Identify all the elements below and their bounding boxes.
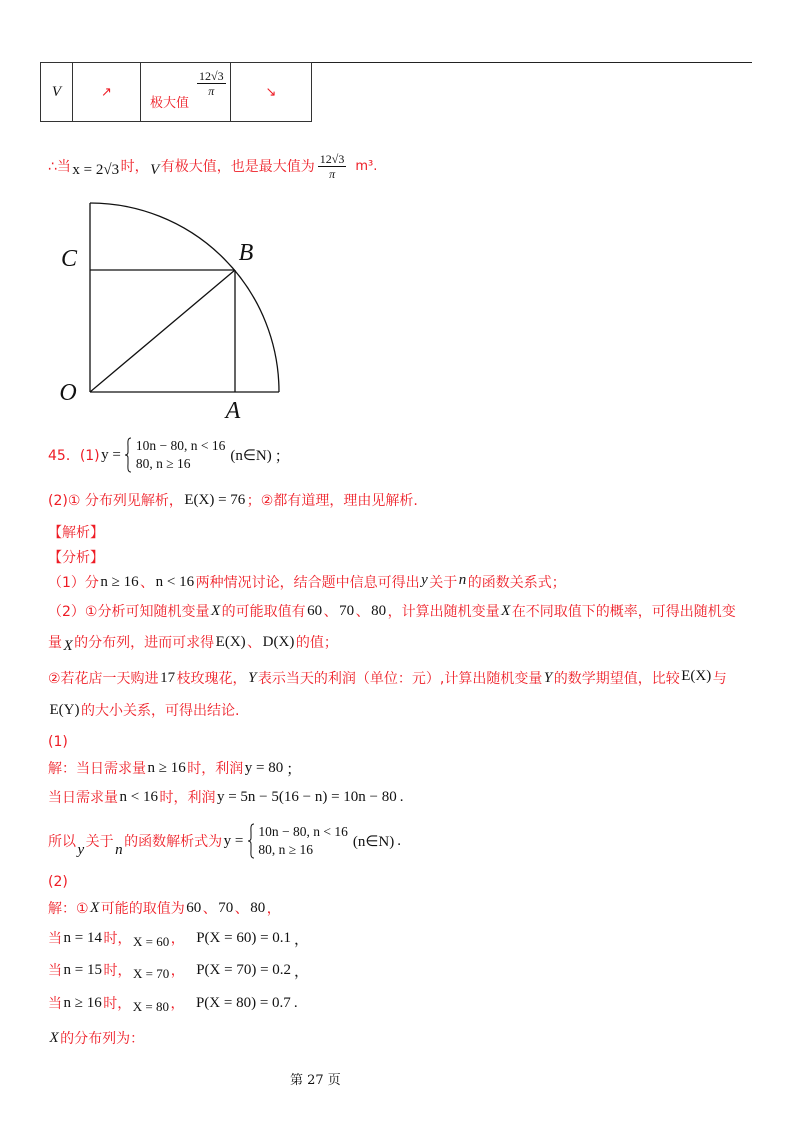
math-variable: X [90, 899, 100, 916]
text: 时，利润 [159, 790, 216, 806]
page-number: 第 27 页 [290, 1072, 341, 1088]
text: 、 [323, 604, 338, 620]
fraction-denominator: π [208, 84, 215, 98]
domain: (n∈N) [230, 447, 272, 464]
answer-part1-line [48, 437, 291, 473]
math: P(X = 70) = 0.2 [196, 961, 292, 978]
punctuation: ， [294, 963, 310, 980]
maximum-label: 极大值 [150, 96, 190, 111]
heading-fenxi: 【分析】 [48, 550, 104, 566]
text: ， [170, 963, 185, 979]
text: 的数学期望值，比较 [553, 671, 680, 687]
table-cell-decreasing [231, 63, 311, 121]
punctuation: ， [294, 931, 310, 948]
math-variable: n [115, 841, 123, 858]
case-2: 80, n ≥ 16 [135, 456, 191, 471]
text: 、 [355, 604, 370, 620]
punctuation: ； [286, 761, 302, 778]
text: 时， [103, 996, 132, 1012]
math: n ≥ 16 [63, 994, 102, 1011]
analysis-line-2 [48, 600, 736, 622]
table-cell-increasing [73, 63, 141, 121]
math: P(X = 60) = 0.1 [196, 929, 292, 946]
text: ；②都有道理，理由见解析. [246, 493, 418, 509]
fraction-denominator: π [329, 166, 336, 181]
solution-line-3 [48, 822, 403, 860]
text: 解：当日需求量 [48, 761, 146, 777]
text: ， [170, 931, 185, 947]
analysis-line-3 [48, 631, 338, 653]
text: 时， [103, 963, 132, 979]
text: 、 [140, 575, 155, 591]
case-rows [134, 437, 226, 473]
text: 枝玫瑰花， [176, 671, 247, 687]
case-1: 10n − 80, n < 16 [135, 438, 226, 453]
math: n ≥ 16 [100, 573, 139, 590]
math: X = 80 [132, 999, 169, 1014]
text: 的可能取值有 [221, 604, 306, 620]
analysis-line-5 [48, 699, 239, 721]
text: 关于 [429, 575, 458, 591]
text: 当日需求量 [48, 790, 118, 806]
table-cell-maximum [141, 63, 231, 121]
math: y = 80 [244, 759, 284, 776]
text: 量 [48, 635, 62, 651]
text: 的大小关系，可得出结论. [81, 703, 240, 719]
text: ，计算出随机变量 [387, 604, 500, 620]
text: 当 [48, 996, 62, 1012]
fraction-numerator: 12√3 [199, 69, 224, 83]
math: 80 [250, 899, 266, 916]
increasing-arrow-icon: ↗ [101, 84, 112, 100]
math-variable: X [210, 602, 221, 619]
label-b: B [238, 240, 254, 266]
math: X = 60 [132, 934, 170, 949]
fraction-numerator: 12√3 [319, 151, 345, 166]
quarter-arc [90, 203, 279, 392]
math: E(Y) [49, 701, 80, 718]
math: y = [101, 446, 121, 463]
math: n = 15 [63, 961, 102, 978]
solution-line-1 [48, 757, 303, 779]
math: n = 14 [63, 929, 102, 946]
heading-jiexi: 【解析】 [48, 525, 104, 541]
case-rows [257, 823, 349, 859]
text: 、 [247, 635, 262, 651]
math: n < 16 [119, 788, 158, 805]
math-variable: Y [248, 669, 257, 686]
text: 所以 [48, 834, 76, 850]
segment-ob [90, 270, 235, 392]
text: 的函数关系式； [467, 575, 566, 591]
text: 的函数解析式为 [124, 834, 223, 850]
text: 时， [103, 931, 132, 947]
solution-line-8 [48, 1027, 144, 1049]
math: 17 [160, 669, 176, 686]
text: 、 [202, 901, 217, 917]
text: 、 [234, 901, 249, 917]
quarter-circle-diagram [40, 190, 300, 425]
math: E(X) [681, 667, 712, 684]
text: (2)① 分布列见解析， [48, 493, 183, 509]
analysis-line-1 [48, 571, 566, 593]
math-variable: y [421, 571, 428, 588]
conclusion-line [48, 149, 377, 183]
text: 的分布列，进而可求得 [74, 635, 215, 651]
text: 在不同取值下的概率，可得出随机变 [511, 604, 736, 620]
text: 可能的取值为 [100, 901, 185, 917]
punctuation: . [399, 788, 404, 805]
text: （1）分 [48, 575, 99, 591]
text: ∴当 [48, 159, 71, 175]
text: 时，利润 [187, 761, 244, 777]
text: 表示当天的利润（单位：元）,计算出随机变量 [257, 671, 543, 687]
math-variable: X [501, 602, 511, 619]
case-1: 10n − 80, n < 16 [258, 824, 348, 839]
piecewise-function [124, 437, 226, 473]
cases-brace [124, 437, 132, 473]
math: n < 16 [155, 573, 195, 590]
text: ， [170, 996, 185, 1012]
math-variable: X [63, 637, 73, 654]
math: D(X) [262, 633, 295, 650]
maximum-value-fraction [197, 69, 226, 98]
math-variable: y [77, 841, 85, 858]
text: ②若花店一天购进 [48, 671, 159, 687]
math: 60 [186, 899, 202, 916]
punctuation: . [293, 994, 298, 1011]
table-cell-label [41, 63, 73, 121]
punctuation: . [397, 832, 402, 849]
text: 时， [120, 159, 149, 175]
math: n ≥ 16 [147, 759, 186, 776]
math: 70 [339, 602, 355, 619]
text: ， [266, 901, 281, 917]
question-number: 45．(1) [48, 448, 100, 464]
label-o: O [59, 380, 77, 406]
answer-part2-line [48, 489, 418, 511]
text: 当 [48, 931, 62, 947]
math: E(X) = 76 [184, 491, 246, 508]
punctuation: ； [274, 448, 290, 465]
math-variable: V [150, 161, 160, 178]
math: X = 70 [132, 966, 170, 981]
table-row-label: V [51, 83, 62, 100]
solution-line-7 [48, 992, 299, 1014]
maximum-value-fraction [318, 152, 347, 181]
decreasing-arrow-icon: ↘ [265, 84, 277, 100]
solution-line-6 [48, 959, 311, 981]
domain: (n∈N) [352, 833, 395, 850]
math: 70 [218, 899, 234, 916]
math: x = 2√3 [72, 161, 120, 178]
solution-part2-label: (2) [48, 874, 68, 890]
math-variable: Y [543, 669, 553, 686]
math: y = 5n − 5(16 − n) = 10n − 80 [216, 788, 397, 805]
label-c: C [60, 246, 78, 272]
analysis-line-4 [48, 667, 727, 689]
text: 有极大值，也是最大值为 [160, 159, 315, 175]
text: （2）①分析可知随机变量 [48, 604, 210, 620]
text: 的分布列为： [60, 1031, 145, 1047]
unit: m³. [355, 158, 378, 174]
label-a: A [225, 398, 241, 424]
math: 80 [371, 602, 387, 619]
math: y = [223, 832, 244, 849]
cases-brace [247, 823, 255, 859]
solution-line-5 [48, 927, 311, 949]
math: E(X) [215, 633, 246, 650]
solution-part1-label: (1) [48, 734, 68, 750]
piecewise-function [247, 823, 349, 859]
math-variable: n [458, 571, 467, 588]
text: 关于 [85, 834, 114, 850]
variation-table [40, 62, 312, 122]
math: 60 [307, 602, 323, 619]
math: P(X = 80) = 0.7 [195, 994, 291, 1011]
text: 两种情况讨论，结合题中信息可得出 [195, 575, 420, 591]
text: 与 [712, 671, 727, 687]
text: 解：① [48, 901, 89, 917]
math-variable: X [49, 1029, 59, 1046]
solution-line-4 [48, 897, 281, 919]
text: 的值； [295, 635, 338, 651]
text: 当 [48, 963, 62, 979]
case-2: 80, n ≥ 16 [258, 842, 314, 857]
solution-line-2 [48, 786, 405, 808]
